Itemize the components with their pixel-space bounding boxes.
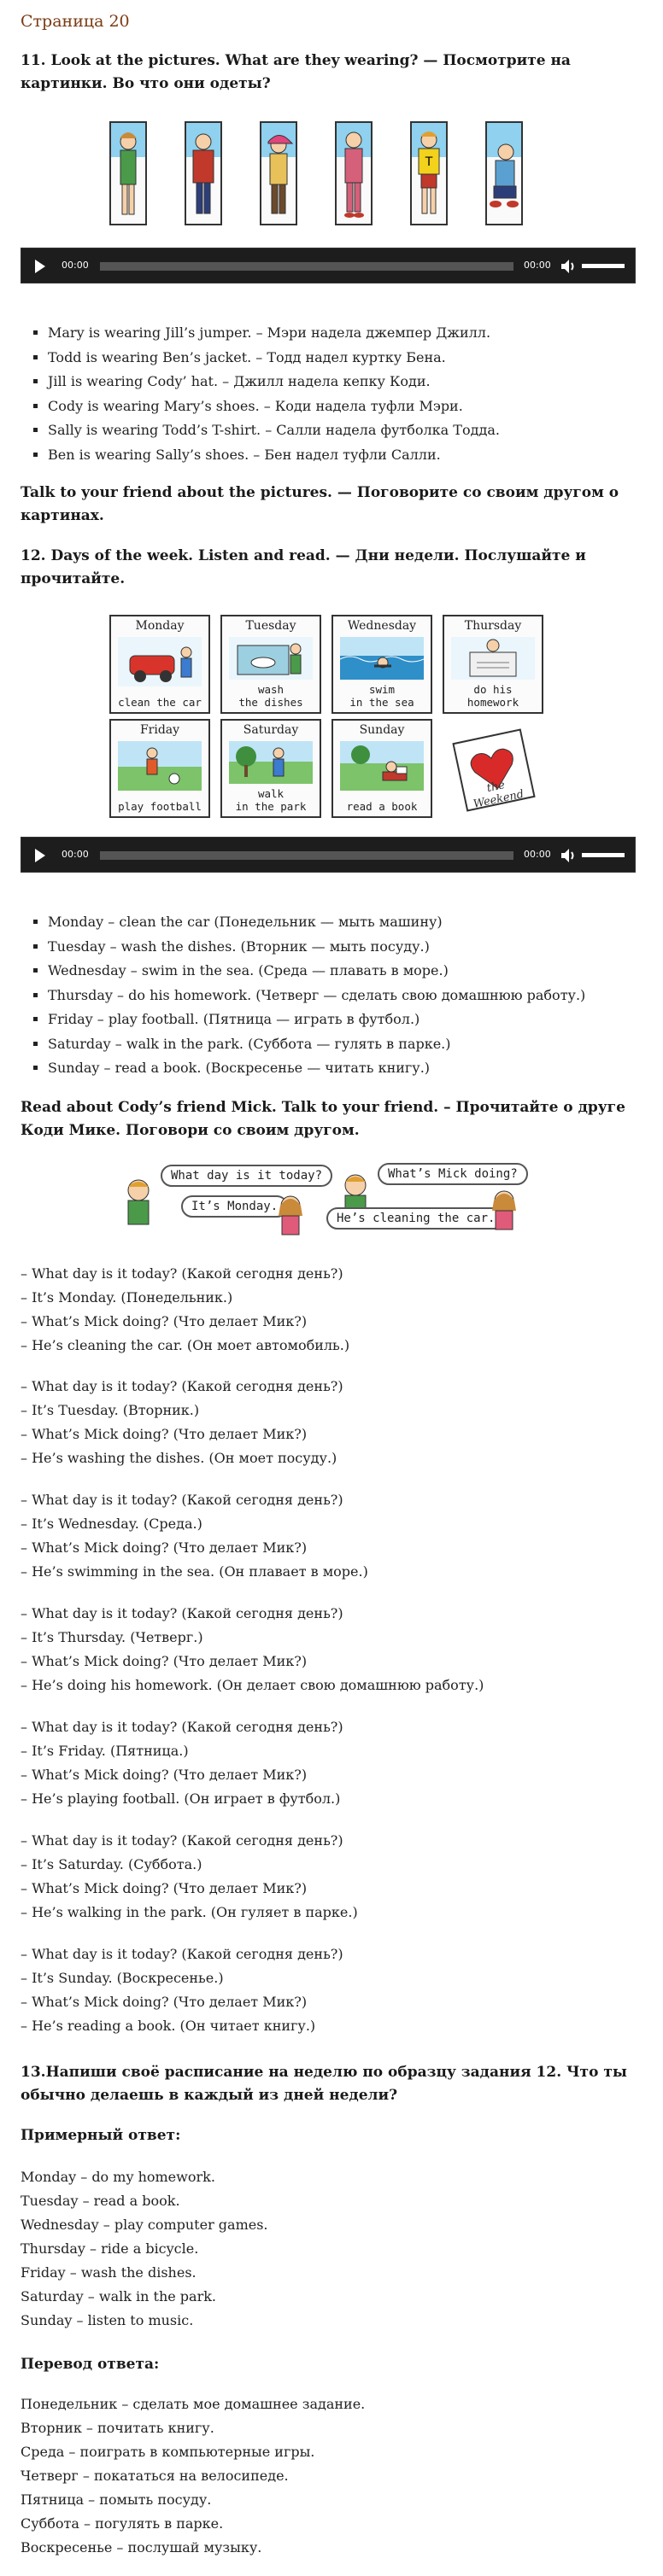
day-name: Saturday <box>243 723 299 737</box>
answer-line: Tuesday – read a book. <box>21 2193 180 2209</box>
day-caption: swim in the sea <box>349 683 414 709</box>
list-item: ▪ Wednesday – swim in the sea. (Среда — плавать в море.) <box>48 959 585 984</box>
sample-heading: Примерный ответ: <box>21 2127 181 2144</box>
weekend-label: the Weekend <box>472 779 525 811</box>
picture-mary <box>109 121 147 225</box>
dialogue-block <box>21 1942 343 2038</box>
duration-time: 00:00 <box>524 260 551 271</box>
speech-bubble: It’s Monday. <box>181 1195 288 1218</box>
play-button[interactable] <box>35 849 45 862</box>
volume-slider[interactable] <box>582 264 625 268</box>
picture-cody <box>335 121 373 225</box>
list-item: ▪ Tuesday – wash the dishes. (Вторник — мыть посуду.) <box>48 935 585 960</box>
answer-line: Thursday – ride a bicycle. <box>21 2240 199 2257</box>
current-time: 00:00 <box>62 849 89 860</box>
dialogue-line: – He’s playing football. (Он играет в футбол.) <box>21 1790 341 1807</box>
dialogue-line: – It’s Tuesday. (Вторник.) <box>21 1402 200 1418</box>
volume-icon[interactable] <box>560 259 578 274</box>
boy-figure <box>120 1177 157 1228</box>
list-item: ▪ Jill is wearing Cody’ hat. – Джилл надела кепку Коди. <box>48 370 500 394</box>
days-pictures <box>108 613 552 821</box>
answer-line: Wednesday – play computer games. <box>21 2217 268 2233</box>
answer-line: Monday – do my homework. <box>21 2169 215 2185</box>
answer-line: Пятница – помыть посуду. <box>21 2491 212 2508</box>
answer-line: Saturday – walk in the park. <box>21 2288 217 2304</box>
dialogue-line: – What day is it today? (Какой сегодня день?) <box>21 1719 343 1735</box>
list-item: ▪ Monday – clean the car (Понедельник — мыть машину) <box>48 910 585 935</box>
dialogue-line: – It’s Saturday. (Суббота.) <box>21 1856 202 1872</box>
day-card-tuesday <box>220 615 321 714</box>
answer-line: Sunday – listen to music. <box>21 2312 194 2328</box>
dialogue-line: – He’s reading a book. (Он читает книгу.) <box>21 2018 316 2034</box>
dialogue-line: – What day is it today? (Какой сегодня день?) <box>21 1832 343 1849</box>
dialogue-line: – What’s Mick doing? (Что делает Мик?) <box>21 1653 308 1669</box>
translation-heading: Перевод ответа: <box>21 2356 160 2373</box>
dialogue-line: – He’s walking in the park. (Он гуляет в парке.) <box>21 1904 358 1920</box>
dialogue-line: – What’s Mick doing? (Что делает Мик?) <box>21 1994 308 2010</box>
dialogue-block <box>21 1375 343 1470</box>
list-item: ▪ Saturday – walk in the park. (Суббота — гулять в парке.) <box>48 1032 585 1057</box>
dialogue-line: – What’s Mick doing? (Что делает Мик?) <box>21 1767 308 1783</box>
dialogue-line: – What’s Mick doing? (Что делает Мик?) <box>21 1539 308 1556</box>
list-item: ▪ Friday – play football. (Пятница — играть в футбол.) <box>48 1008 585 1032</box>
answer-line: Воскресенье – послушай музыку. <box>21 2539 262 2556</box>
answer-line: Вторник – почитать книгу. <box>21 2420 214 2436</box>
answer-line: Суббота – погулять в парке. <box>21 2515 224 2532</box>
weekend-sign <box>446 722 542 818</box>
day-card-saturday <box>220 719 321 818</box>
day-name: Monday <box>135 619 185 633</box>
day-name: Wednesday <box>347 619 417 633</box>
answer-line: Среда – поиграть в компьютерные игры. <box>21 2444 315 2460</box>
day-caption: play football <box>118 800 202 813</box>
dialogue-line: – What day is it today? (Какой сегодня день?) <box>21 1605 343 1621</box>
speech-bubble: What day is it today? <box>161 1165 332 1187</box>
girl-figure <box>487 1189 521 1233</box>
task13-heading: 13.Напиши своё расписание на неделю по образцу задания 12. Что ты обычно делаешь в каждый из дней недели? <box>21 2064 627 2104</box>
dialogue-line: – He’s washing the dishes. (Он моет посуду.) <box>21 1450 337 1466</box>
day-name: Thursday <box>464 619 522 633</box>
day-caption: walk in the park <box>235 787 307 813</box>
progress-track[interactable] <box>100 851 513 860</box>
day-card-wednesday <box>332 615 432 714</box>
picture-sally <box>410 121 448 225</box>
audio-player-2 <box>21 837 636 873</box>
list-item: ▪ Sunday – read a book. (Воскресенье — читать книгу.) <box>48 1056 585 1081</box>
day-card-monday <box>109 615 210 714</box>
list-item: ▪ Sally is wearing Todd’s T-shirt. – Салли надела футболка Тодда. <box>48 418 500 443</box>
dialogue-line: – It’s Wednesday. (Среда.) <box>21 1516 202 1532</box>
day-caption: wash the dishes <box>238 683 303 709</box>
day-name: Tuesday <box>245 619 296 633</box>
page-number: Страница 20 <box>21 12 130 31</box>
dialogue-line: – It’s Sunday. (Воскресенье.) <box>21 1970 224 1986</box>
list-item: ▪ Thursday – do his homework. (Четверг — сделать свою домашнюю работу.) <box>48 984 585 1008</box>
answer-line: Четверг – покататься на велосипеде. <box>21 2468 289 2484</box>
dialogue-line: – What day is it today? (Какой сегодня день?) <box>21 1946 343 1962</box>
dialogue-line: – It’s Monday. (Понедельник.) <box>21 1289 233 1306</box>
dialogue-block <box>21 1488 368 1584</box>
read-heading: Read about Cody’s friend Mick. Talk to your friend. – Прочитайте о друге Коди Мике. Поговори со своим другом. <box>21 1099 625 1139</box>
dialogue-line: – He’s swimming in the sea. (Он плавает в море.) <box>21 1563 368 1580</box>
current-time: 00:00 <box>62 260 89 271</box>
dialogue-line: – It’s Thursday. (Четверг.) <box>21 1629 203 1645</box>
dialogue-block <box>21 1262 349 1358</box>
clothes-pictures <box>109 121 549 228</box>
day-name: Friday <box>139 723 180 737</box>
list-item: ▪ Mary is wearing Jill’s jumper. – Мэри надела джемпер Джилл. <box>48 321 500 346</box>
translation-answer <box>21 2392 365 2560</box>
list-item: ▪ Cody is wearing Mary’s shoes. – Коди надела туфли Мэри. <box>48 394 500 419</box>
day-card-sunday <box>332 719 432 818</box>
dialogue-illustration <box>120 1159 530 1236</box>
picture-todd <box>185 121 222 225</box>
girl-figure <box>273 1194 308 1236</box>
task11-talk: Talk to your friend about the pictures. — Поговорите со своим другом о картинах. <box>21 484 619 524</box>
volume-slider[interactable] <box>582 853 625 857</box>
speech-bubble: What’s Mick doing? <box>378 1163 528 1185</box>
svg-text:T: T <box>425 155 433 169</box>
task12-list <box>21 910 585 1081</box>
dialogue-line: – What day is it today? (Какой сегодня день?) <box>21 1492 343 1508</box>
dialogue-block <box>21 1715 343 1811</box>
dialogue-line: – What day is it today? (Какой сегодня день?) <box>21 1265 343 1282</box>
day-caption: read a book <box>346 800 418 813</box>
progress-track[interactable] <box>100 262 513 271</box>
volume-icon[interactable] <box>560 848 578 863</box>
dialogue-line: – He’s cleaning the car. (Он моет автомобиль.) <box>21 1337 350 1353</box>
dialogue-block <box>21 1829 358 1925</box>
day-caption: clean the car <box>118 696 202 709</box>
picture-ben <box>485 121 523 225</box>
speech-bubble: He’s cleaning the car. <box>326 1207 505 1230</box>
answer-line: Понедельник – сделать мое домашнее задание. <box>21 2396 366 2412</box>
picture-jill <box>260 121 297 225</box>
answer-line: Friday – wash the dishes. <box>21 2264 197 2281</box>
task12-heading: 12. Days of the week. Listen and read. — Дни недели. Послушайте и прочитайте. <box>21 547 586 587</box>
duration-time: 00:00 <box>524 849 551 860</box>
day-name: Sunday <box>359 723 405 737</box>
task11-heading: 11. Look at the pictures. What are they wearing? — Посмотрите на картинки. Во что они одеты? <box>21 52 571 92</box>
day-card-friday <box>109 719 210 818</box>
list-item: ▪ Todd is wearing Ben’s jacket. – Тодд надел куртку Бена. <box>48 346 500 371</box>
dialogue-line: – What day is it today? (Какой сегодня день?) <box>21 1378 343 1394</box>
dialogue-line: – What’s Mick doing? (Что делает Мик?) <box>21 1313 308 1329</box>
dialogue-line: – He’s doing his homework. (Он делает свою домашнюю работу.) <box>21 1677 484 1693</box>
day-card-thursday <box>443 615 543 714</box>
list-item: ▪ Ben is wearing Sally’s shoes. – Бен надел туфли Салли. <box>48 443 500 468</box>
dialogue-line: – What’s Mick doing? (Что делает Мик?) <box>21 1880 308 1896</box>
task11-list <box>21 321 500 467</box>
dialogue-line: – What’s Mick doing? (Что делает Мик?) <box>21 1426 308 1442</box>
audio-player-1 <box>21 248 636 283</box>
play-button[interactable] <box>35 260 45 273</box>
sample-answer <box>21 2165 268 2333</box>
dialogue-block <box>21 1602 484 1697</box>
dialogue-line: – It’s Friday. (Пятница.) <box>21 1743 189 1759</box>
day-caption: do his homework <box>466 683 519 709</box>
